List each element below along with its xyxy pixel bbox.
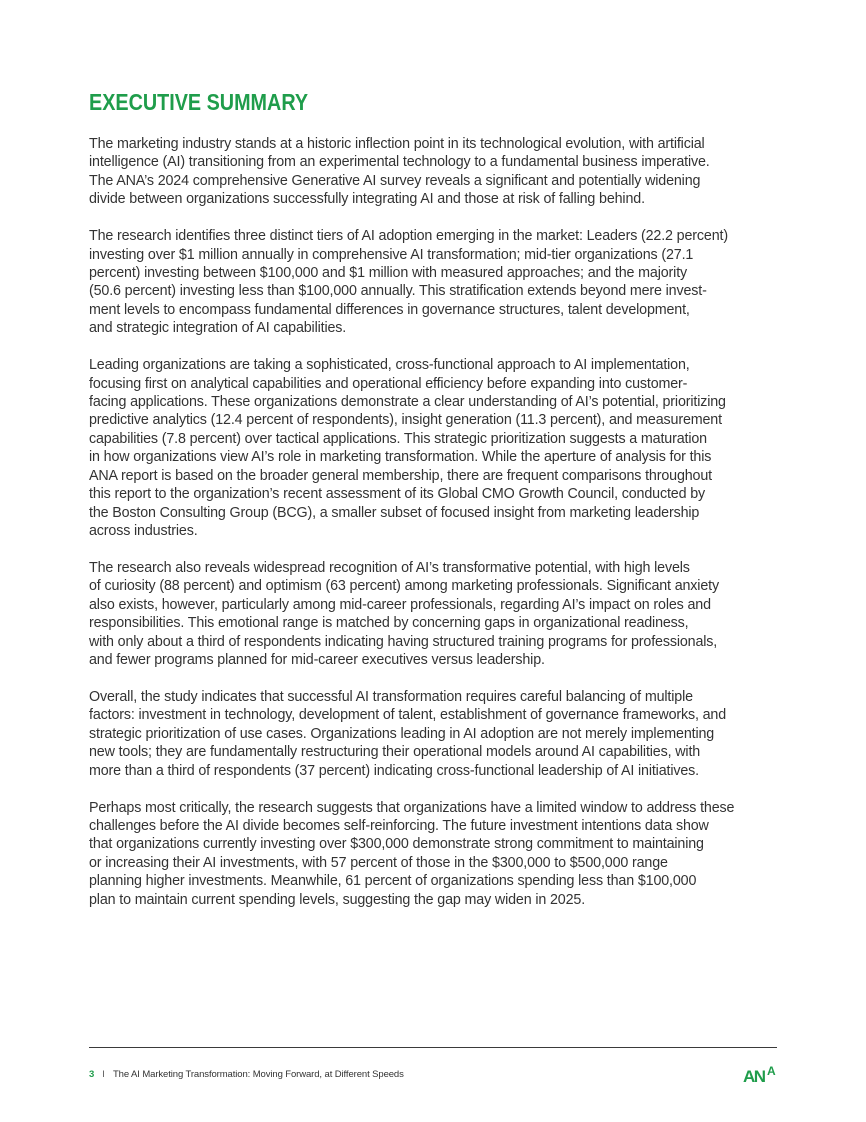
svg-text:AN: AN	[743, 1067, 765, 1084]
paragraph-critical-window	[89, 799, 789, 909]
page-footer	[89, 1064, 777, 1084]
text-line: with only about a third of respondents indicating having structured training programs for professionals,	[89, 633, 718, 650]
paragraph-tiers	[89, 227, 789, 337]
text-line: or increasing their AI investments, with 57 percent of those in the $300,000 to $500,000 range	[89, 854, 668, 871]
text-line: new tools; they are fundamentally restructuring their operational models around AI capabilities, with	[89, 744, 701, 761]
text-line: Leading organizations are taking a sophisticated, cross-functional approach to AI implementation,	[89, 357, 690, 374]
footer-separator: I	[102, 1068, 105, 1080]
text-line: the Boston Consulting Group (BCG), a smaller subset of focused insight from marketing leadership	[89, 504, 700, 521]
text-line: The research identifies three distinct tiers of AI adoption emerging in the market: Leaders (22.2 percent)	[89, 228, 728, 245]
text-line: Perhaps most critically, the research suggests that organizations have a limited window to address these	[89, 799, 735, 816]
document-page	[89, 88, 789, 928]
text-line: ment levels to encompass fundamental differences in governance structures, talent development,	[89, 301, 690, 318]
ana-logo-icon	[743, 1062, 779, 1084]
page-number: 3	[89, 1068, 95, 1080]
text-line: across industries.	[89, 522, 198, 539]
text-line: factors: investment in technology, development of talent, establishment of governance frameworks, and	[89, 707, 727, 724]
text-line: planning higher investments. Meanwhile, 61 percent of organizations spending less than $100,000	[89, 873, 697, 890]
text-line: intelligence (AI) transitioning from an experimental technology to a fundamental business imperative.	[89, 154, 710, 171]
text-line: predictive analytics (12.4 percent of respondents), insight generation (11.3 percent), and measurement	[89, 412, 722, 429]
text-line: and fewer programs planned for mid-career executives versus leadership.	[89, 651, 545, 668]
paragraph-leading-organizations	[89, 356, 789, 540]
text-line: strategic prioritization of use cases. Organizations leading in AI adoption are not merely implementing	[89, 725, 715, 742]
paragraph-intro	[89, 135, 789, 209]
text-line: focusing first on analytical capabilities and operational efficiency before expanding into customer-	[89, 375, 688, 392]
footer-divider	[89, 1047, 777, 1048]
paragraph-overall	[89, 688, 789, 780]
text-line: that organizations currently investing over $300,000 demonstrate strong commitment to maintaining	[89, 836, 704, 853]
text-line: capabilities (7.8 percent) over tactical applications. This strategic prioritization suggests a maturation	[89, 430, 707, 447]
paragraph-recognition	[89, 559, 789, 669]
text-line: more than a third of respondents (37 percent) indicating cross-functional leadership of AI initiatives.	[89, 762, 699, 779]
text-line: divide between organizations successfully integrating AI and those at risk of falling behind.	[89, 191, 645, 208]
text-line: and strategic integration of AI capabilities.	[89, 320, 347, 337]
text-line: Overall, the study indicates that successful AI transformation requires careful balancing of multiple	[89, 688, 693, 705]
text-line: The research also reveals widespread recognition of AI’s transformative potential, with high levels	[89, 559, 690, 576]
footer-document-title: The AI Marketing Transformation: Moving Forward, at Different Speeds	[112, 1068, 404, 1080]
text-line: The ANA’s 2024 comprehensive Generative AI survey reveals a significant and potentially widening	[89, 172, 701, 189]
svg-text:A: A	[767, 1064, 776, 1078]
text-line: this report to the organization’s recent assessment of its Global CMO Growth Council, conducted by	[89, 486, 705, 503]
text-line: responsibilities. This emotional range is matched by concerning gaps in organizational readiness,	[89, 615, 689, 632]
text-line: of curiosity (88 percent) and optimism (63 percent) among marketing professionals. Significant anxiety	[89, 578, 719, 595]
text-line: ANA report is based on the broader general membership, there are frequent comparisons throughout	[89, 467, 712, 484]
text-line: investing over $1 million annually in comprehensive AI transformation; mid-tier organizations (27.1	[89, 246, 694, 263]
text-line: (50.6 percent) investing less than $100,000 annually. This stratification extends beyond mere invest-	[89, 283, 707, 300]
text-line: percent) investing between $100,000 and $1 million with measured approaches; and the majority	[89, 265, 688, 282]
text-line: plan to maintain current spending levels, suggesting the gap may widen in 2025.	[89, 891, 586, 908]
text-line: challenges before the AI divide becomes self-reinforcing. The future investment intentions data show	[89, 817, 709, 834]
page-title: EXECUTIVE SUMMARY	[89, 89, 309, 115]
text-line: The marketing industry stands at a historic inflection point in its technological evolution, with artificial	[89, 136, 705, 152]
text-line: also exists, however, particularly among mid-career professionals, regarding AI’s impact on roles and	[89, 596, 711, 613]
text-line: facing applications. These organizations demonstrate a clear understanding of AI’s potential, prioritizing	[89, 394, 726, 411]
text-line: in how organizations view AI’s role in marketing transformation. While the aperture of analysis for this	[89, 449, 712, 466]
